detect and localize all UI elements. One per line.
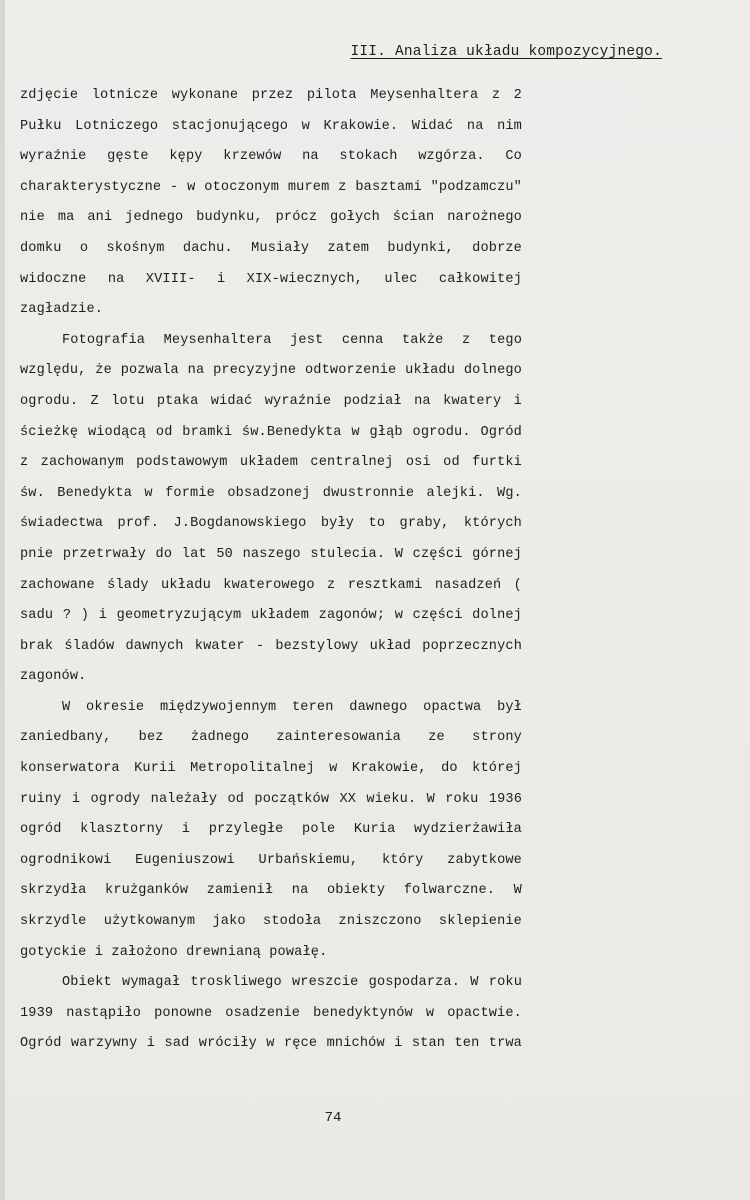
page-edge (0, 0, 5, 1200)
text-line: Obiekt wymagał troskliwego wreszcie gospodarza. W roku (62, 975, 522, 991)
text-line: ogrodu. Z lotu ptaka widać wyraźnie podział na kwatery i (20, 393, 522, 409)
text-line: gotyckie i założono drewnianą powałę. (20, 944, 328, 960)
text-line: ruiny i ogrody należały od początków XX wieku. W roku 1936 (20, 791, 522, 807)
text-line: zachowane ślady układu kwaterowego z resztkami nasadzeń ( (20, 577, 522, 593)
text-line: nie ma ani jednego budynku, prócz gołych ścian narożnego (20, 210, 522, 226)
text-line: 1939 nastąpiło ponowne osadzenie benedyktynów w opactwie. (20, 1005, 522, 1021)
text-line: św. Benedykta w formie obsadzonej dwustronnie alejki. Wg. (20, 485, 522, 501)
text-line: brak śladów dawnych kwater - bezstylowy układ poprzecznych (20, 638, 522, 654)
text-line: skrzydła krużganków zamienił na obiekty folwarczne. W (20, 883, 522, 899)
text-line: widoczne na XVIII- i XIX-wiecznych, ulec całkowitej (20, 271, 522, 287)
text-line: konserwatora Kurii Metropolitalnej w Krakowie, do której (20, 761, 522, 777)
text-line: zagładzie. (20, 302, 104, 318)
paragraph (20, 326, 522, 693)
text-line: ogrodnikowi Eugeniuszowi Urbańskiemu, który zabytkowe (20, 852, 522, 868)
paragraph (20, 968, 522, 1060)
text-line: sadu ? ) i geometryzującym układem zagonów; w części dolnej (20, 608, 522, 624)
text-line: względu, że pozwala na precyzyjne odtworzenie układu dolnego (20, 363, 522, 379)
text-line: pnie przetrwały do lat 50 naszego stulecia. W części górnej (20, 546, 522, 562)
page-number (0, 1110, 750, 1126)
text-line: skrzydle użytkowanym jako stodoła zniszczono sklepienie (20, 914, 522, 930)
text-line: domku o skośnym dachu. Musiały zatem budynki, dobrze (20, 240, 522, 256)
body-text (20, 81, 522, 1060)
text-line: W okresie międzywojennym teren dawnego opactwa był (62, 699, 522, 715)
text-line: zaniedbany, bez żadnego zainteresowania ze strony (20, 730, 522, 746)
text-line: zagonów. (20, 669, 87, 685)
paragraph (20, 693, 522, 968)
text-line: ogród klasztorny i przyległe pole Kuria wydzierżawiła (20, 822, 522, 838)
text-line: Pułku Lotniczego stacjonującego w Krakowie. Widać na nim (20, 118, 522, 134)
text-line: Ogród warzywny i sad wróciły w ręce mnichów i stan ten trwa (20, 1036, 522, 1052)
text-line: ścieżkę wiodącą od bramki św.Benedykta w głąb ogrodu. Ogród (20, 424, 522, 440)
text-line: wyraźnie gęste kępy krzewów na stokach wzgórza. Co (20, 149, 522, 165)
text-line: Fotografia Meysenhaltera jest cenna także z tego (62, 332, 522, 348)
text-line: charakterystyczne - w otoczonym murem z basztami "podzamczu" (20, 179, 522, 195)
text-line: zdjęcie lotnicze wykonane przez pilota Meysenhaltera z 2 (20, 88, 522, 103)
text-line: świadectwa prof. J.Bogdanowskiego były to graby, których (20, 516, 522, 532)
page-number-text: 74 (324, 1110, 342, 1126)
running-header: III. Analiza układu kompozycyjnego. (350, 44, 662, 60)
text-line: z zachowanym podstawowym układem centralnej osi od furtki (20, 455, 522, 471)
paragraph (20, 81, 522, 326)
